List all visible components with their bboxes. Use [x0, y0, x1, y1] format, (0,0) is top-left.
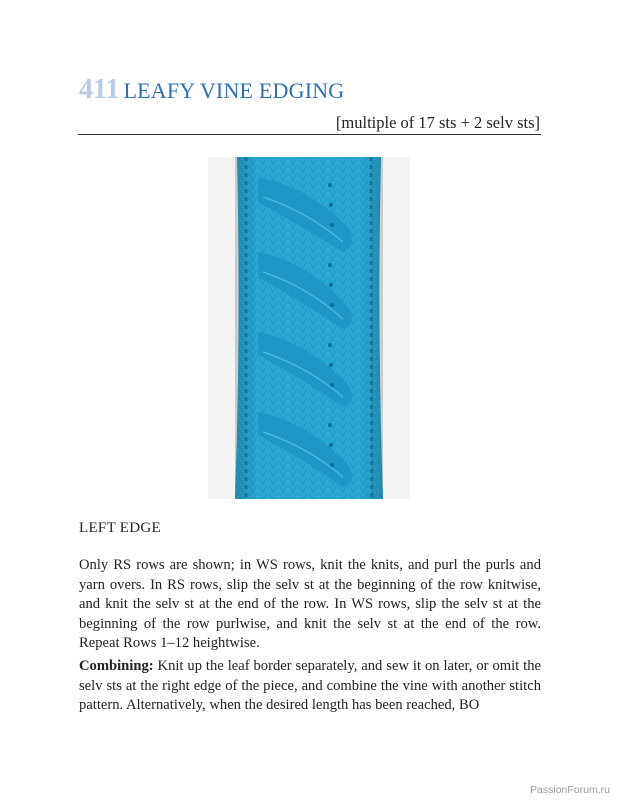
instructions-paragraph: Only RS rows are shown; in WS rows, knit the knits, and purl the purls and yarn overs. In RS rows, slip the selv st at the beginning of the row knitwise, and knit the selv st at the end of the row. In WS rows, slip the selv st at the beginning of the row purlwise, and knit the selv st at the end of the row. Repeat Rows 1–12 heightwise.	[79, 557, 541, 651]
title-rule	[78, 134, 541, 135]
stitch-multiple: [multiple of 17 sts + 2 selv sts]	[335, 113, 540, 132]
combining-label: Combining:	[79, 658, 154, 674]
pattern-title: LEAFY VINE EDGING	[123, 78, 345, 103]
section-title: LEFT EDGE	[79, 520, 161, 536]
fabric-shading	[235, 157, 383, 499]
combining-paragraph	[79, 657, 541, 716]
site-watermark: PassionForum.ru	[530, 784, 610, 796]
combining-text: Knit up the leaf border separately, and sew it on later, or omit the selv sts at the right edge of the piece, and combine the vine with another stitch pattern. Alternatively, when the desired length has been reached, BO	[79, 658, 541, 713]
knitted-swatch-photo	[208, 157, 410, 499]
pattern-number: 411	[79, 74, 120, 105]
swatch-illustration	[208, 157, 410, 499]
pattern-heading	[79, 76, 344, 104]
